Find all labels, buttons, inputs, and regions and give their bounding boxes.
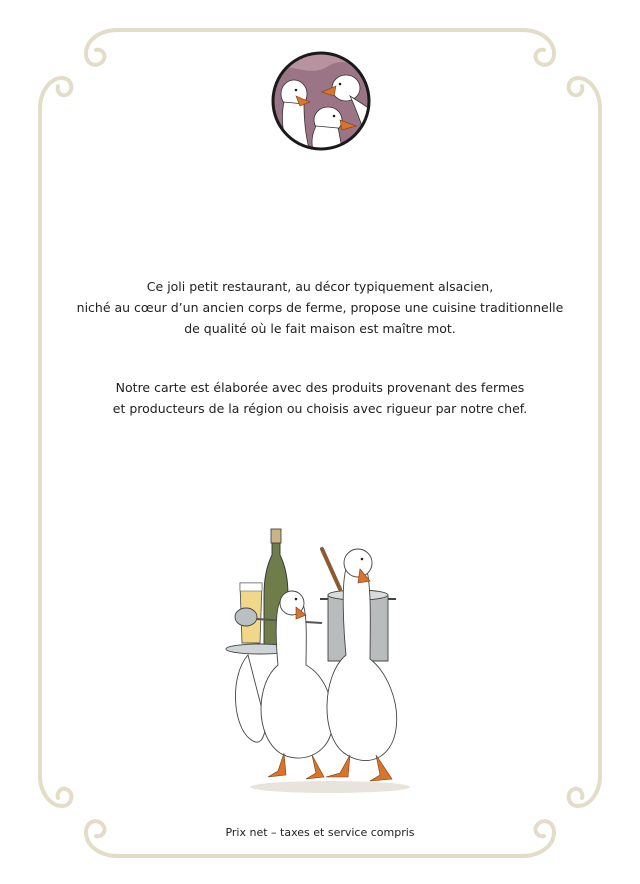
waiter-geese-illustration — [220, 525, 420, 800]
sourcing-paragraph — [40, 377, 600, 419]
sourcing-line: et producteurs de la région ou choisis avec rigueur par notre chef. — [112, 401, 528, 416]
intro-line: de qualité où le fait maison est maître mot. — [184, 321, 456, 336]
intro-paragraph — [40, 276, 600, 339]
three-geese-medallion-icon — [270, 50, 372, 152]
price-notice: Prix net – taxes et service compris — [225, 826, 415, 839]
restaurant-description — [40, 276, 600, 419]
sourcing-line: Notre carte est élaborée avec des produits provenant des fermes — [115, 380, 525, 395]
intro-line: Ce joli petit restaurant, au décor typiquement alsacien, — [146, 279, 494, 294]
intro-line: niché au cœur d’un ancien corps de ferme, propose une cuisine traditionnelle — [76, 300, 564, 315]
